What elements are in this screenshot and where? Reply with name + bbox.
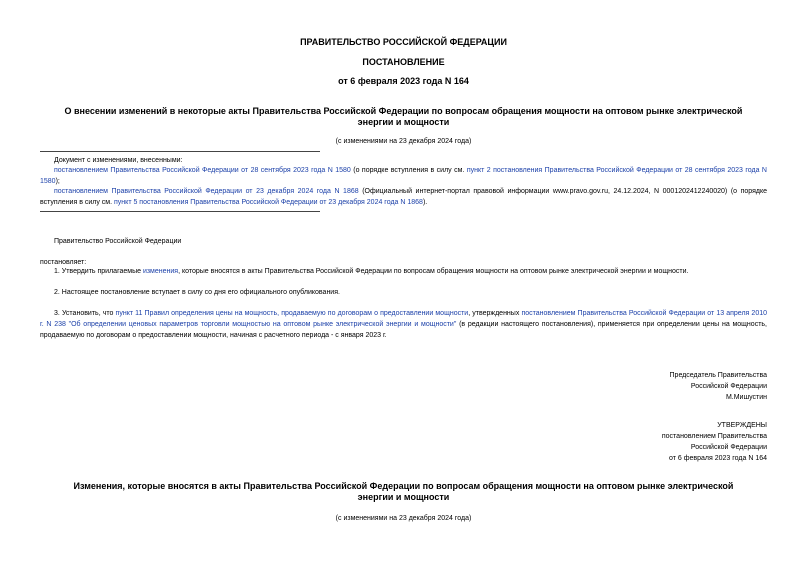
approved-date: от 6 февраля 2023 года N 164 (669, 455, 767, 462)
approval-block (662, 420, 767, 464)
ref1-text: (о порядке вступления в силу см. (350, 167, 467, 174)
changes-bottom-divider (40, 211, 320, 212)
signature-position: Председатель Правительства (669, 372, 767, 379)
signature-name: М.Мишустин (725, 394, 767, 401)
revision-note: (с изменениями на 23 декабря 2024 года) (335, 138, 472, 145)
ref1-decree-link[interactable]: постановлением Правительства Российской Федерации от 28 сентября 2023 года N 1580 (54, 167, 351, 174)
ref2-clause-link[interactable]: пункт 5 постановления Правительства Российской Федерации от 23 декабря 2024 года N 1868 (114, 199, 423, 206)
ref2-text: (Официальный интернет-портал правовой информации www.pravo.gov.ru, 24.12.2024, N 0001202412240020) (о порядке вступления в силу см. (40, 188, 767, 206)
changes-ref-1 (40, 165, 767, 187)
decrees-word: постановляет: (40, 259, 87, 266)
ref2-decree-link[interactable]: постановлением Правительства Российской Федерации от 23 декабря 2024 года N 1868 (54, 188, 359, 195)
changes-intro: Документ с изменениями, внесенными: (54, 157, 183, 164)
appendix-title: Изменения, которые вносятся в акты Правительства Российской Федерации по вопросам обращения мощности на оптовом рынке электрической энергии и мощности (73, 481, 734, 502)
ref1-clause-link[interactable]: пункт 2 постановления Правительства Российской Федерации от 28 сентября 2023 года N 1580 (40, 167, 767, 185)
government-heading: ПРАВИТЕЛЬСТВО РОССИЙСКОЙ ФЕДЕРАЦИИ (300, 37, 507, 47)
issuer: Правительство Российской Федерации (54, 238, 182, 245)
ref1-end: ); (55, 178, 60, 185)
changes-top-divider (40, 151, 320, 152)
p3-text-c: (в редакции настоящего постановления), применяется при определении цены на мощность, продаваемую по договорам о предоставлении мощности, начиная с расчетного периода - с января 2023 г. (40, 321, 767, 339)
approved-label: УТВЕРЖДЕНЫ (717, 422, 767, 429)
paragraph-2 (40, 287, 767, 298)
signature-org: Российской Федерации (690, 383, 767, 390)
document-title: О внесении изменений в некоторые акты Правительства Российской Федерации по вопросам обращения мощности на оптовом рынке электрической энергии и мощности (64, 106, 743, 127)
appendix-revision-note: (с изменениями на 23 декабря 2024 года) (335, 515, 472, 522)
p1-text-a: 1. Утвердить прилагаемые (54, 268, 143, 275)
approved-by: постановлением Правительства (661, 433, 767, 440)
p3-text-a: 3. Установить, что (54, 310, 116, 317)
document-date-number: от 6 февраля 2023 года N 164 (338, 76, 469, 86)
changes-ref-2 (40, 186, 767, 208)
decree-238-link[interactable]: постановлением Правительства Российской Федерации от 13 апреля 2010 г. N 238 "Об определении ценовых параметров торговли мощностью на оптовом рынке электрической энергии и мощности" (40, 310, 768, 328)
p3-text-b: , утвержденных (468, 310, 522, 317)
p2-text: 2. Настоящее постановление вступает в силу со дня его официального опубликования. (54, 289, 340, 296)
document-type: ПОСТАНОВЛЕНИЕ (362, 57, 445, 67)
approved-org: Российской Федерации (690, 444, 767, 451)
p1-text-b: , которые вносятся в акты Правительства Российской Федерации по вопросам обращения мощности на оптовом рынке электрической энергии и мощности. (178, 268, 689, 275)
paragraph-3 (40, 308, 767, 341)
rules-clause-link[interactable]: пункт 11 Правил определения цены на мощность, продаваемую по договорам о предоставлении мощности (115, 310, 469, 317)
changes-link[interactable]: изменения (142, 268, 179, 275)
paragraph-1 (40, 266, 767, 277)
signature-block (670, 370, 767, 403)
ref2-end: ). (422, 199, 428, 206)
